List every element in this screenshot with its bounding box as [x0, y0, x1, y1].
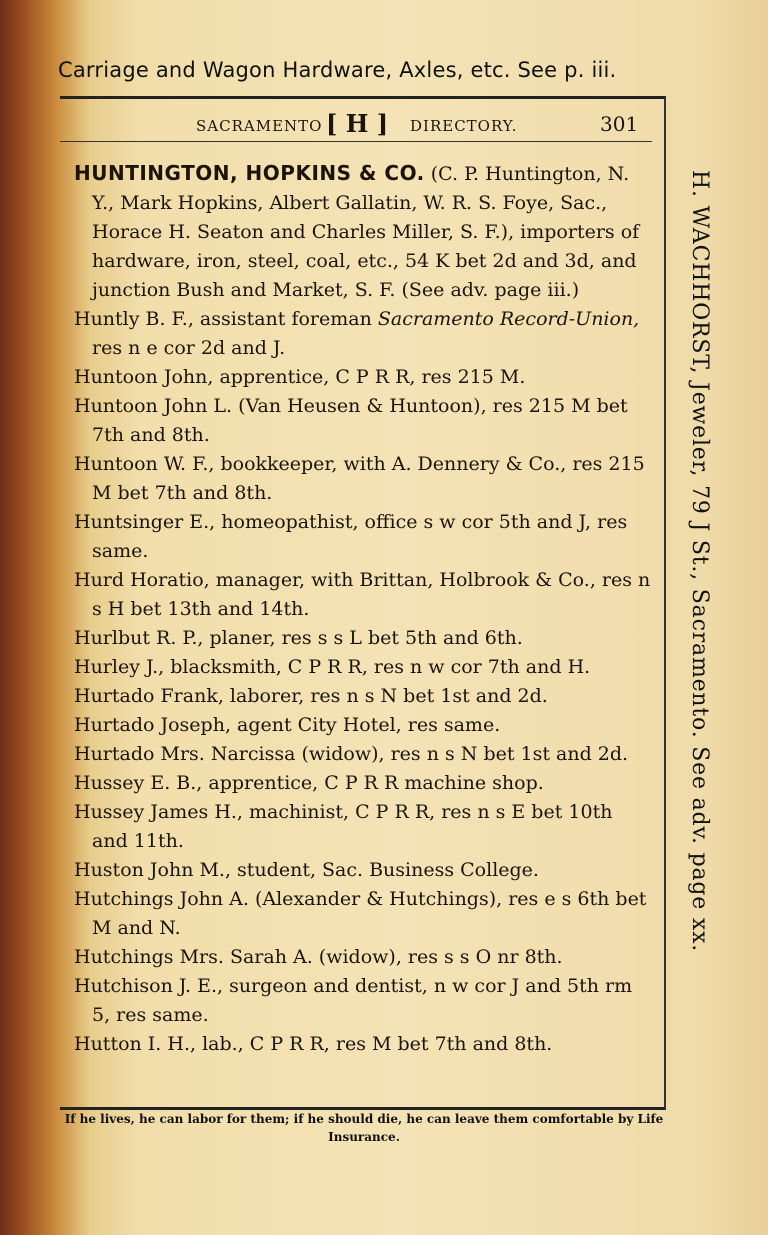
entry-text: surgeon and dentist, n w cor J and 5th rm 5, res same. — [92, 975, 633, 1026]
entry-name: Huntoon W. F., — [74, 453, 215, 475]
entry-name: Hutchings Mrs. Sarah A. — [74, 946, 313, 968]
entry-text: manager, with Brittan, Holbrook & Co., res n s H bet 13th and 14th. — [92, 569, 651, 620]
entry-text: (C. P. Huntington, N. Y., Mark Hopkins, Albert Gallatin, W. R. S. Foye, Sac., Horace H. Seaton and Charles Miller, S. F.), importers of hardware, iron, steel, coal, etc., 54 K bet 2d and 3d, and junction Bush and Market, S. F. (See adv. page iii.) — [92, 163, 640, 301]
footer-slogan: If he lives, he can labor for them; if he should die, he can leave them comfortable by Life Insurance. — [64, 1112, 664, 1144]
directory-entry — [74, 566, 654, 624]
side-advert: H. WACHHORST, Jeweler, 79 J St., Sacramento. See adv. page xx. — [687, 170, 712, 953]
directory-entry — [74, 885, 654, 943]
entry-name: Hutchings John A. — [74, 888, 249, 910]
entry-name: Hurtado Mrs. Narcissa — [74, 743, 296, 765]
entry-text-2: res n e cor 2d and J. — [92, 337, 286, 359]
entry-name: Huntly B. F., — [74, 308, 194, 330]
entry-name: Hussey E. B., — [74, 772, 203, 794]
entry-text: agent City Hotel, res same. — [230, 714, 501, 736]
entry-text: apprentice, C P R R machine shop. — [202, 772, 544, 794]
header-letter: [ H ] — [326, 109, 389, 138]
header-directory: DIRECTORY. — [410, 117, 518, 135]
entry-text: laborer, res n s N bet 1st and 2d. — [223, 685, 548, 707]
top-banner-advert: Carriage and Wagon Hardware, Axles, etc. See p. iii. — [58, 58, 617, 82]
entry-name: Hurtado Frank, — [74, 685, 224, 707]
directory-entry — [74, 740, 654, 769]
directory-entry — [74, 653, 654, 682]
directory-entry — [74, 363, 654, 392]
entry-name: Hurtado Joseph, — [74, 714, 231, 736]
header-city: SACRAMENTO — [196, 117, 323, 135]
entry-text: machinist, C P R R, res n s E bet 10th and 11th. — [92, 801, 613, 852]
directory-entry — [74, 682, 654, 711]
page-number: 301 — [600, 112, 639, 136]
entry-text: planer, res s s L bet 5th and 6th. — [203, 627, 523, 649]
directory-entry — [74, 711, 654, 740]
entry-text: assistant foreman — [193, 308, 378, 330]
entry-text: student, Sac. Business College. — [231, 859, 539, 881]
entry-text: (Van Heusen & Huntoon), res 215 M bet 7th and 8th. — [92, 395, 628, 446]
entry-text: (Alexander & Hutchings), res e s 6th bet M and N. — [92, 888, 647, 939]
entry-text: blacksmith, C P R R, res n w cor 7th and H. — [164, 656, 591, 678]
entry-lead-name: HUNTINGTON, HOPKINS & CO. — [74, 161, 425, 185]
entry-text: lab., C P R R, res M bet 7th and 8th. — [196, 1033, 553, 1055]
entry-name: Hurd Horatio, — [74, 569, 210, 591]
entry-text: apprentice, C P R R, res 215 M. — [213, 366, 526, 388]
directory-entry — [74, 798, 654, 856]
directory-entry — [74, 508, 654, 566]
directory-entry — [74, 624, 654, 653]
entry-text: bookkeeper, with A. Dennery & Co., res 215 M bet 7th and 8th. — [92, 453, 645, 504]
directory-entry — [74, 972, 654, 1030]
entry-name: Hutton I. H., — [74, 1033, 197, 1055]
entry-italic: Sacramento Record-Union, — [377, 308, 640, 330]
entry-text: (widow), res s s O nr 8th. — [312, 946, 563, 968]
entry-name: Huntsinger E., — [74, 511, 216, 533]
entry-name: Huntoon John, — [74, 366, 214, 388]
entry-name: Hussey James H., — [74, 801, 243, 823]
entry-text: (widow), res n s N bet 1st and 2d. — [295, 743, 629, 765]
entry-name: Huston John M., — [74, 859, 232, 881]
directory-entries — [74, 159, 654, 1059]
entry-name: Hurley J., — [74, 656, 165, 678]
directory-entry — [74, 769, 654, 798]
page-frame — [60, 96, 666, 1110]
directory-entry — [74, 856, 654, 885]
directory-entry — [74, 159, 654, 305]
directory-entry — [74, 450, 654, 508]
directory-entry — [74, 943, 654, 972]
entry-text: homeopathist, office s w cor 5th and J, res same. — [92, 511, 628, 562]
entry-name: Hutchison J. E., — [74, 975, 224, 997]
entry-name: Hurlbut R. P., — [74, 627, 204, 649]
directory-entry — [74, 392, 654, 450]
directory-entry — [74, 1030, 654, 1059]
running-header — [60, 109, 652, 142]
entry-name: Huntoon John L. — [74, 395, 233, 417]
directory-entry — [74, 305, 654, 363]
